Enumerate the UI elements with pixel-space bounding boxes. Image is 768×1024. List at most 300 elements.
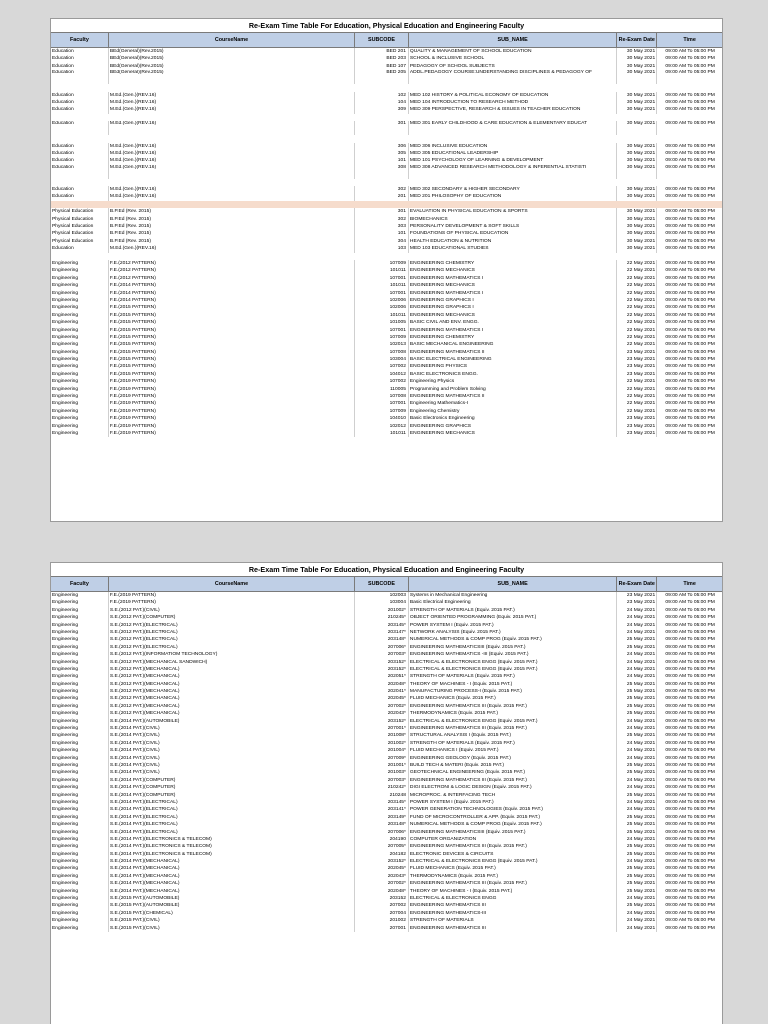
- cell-subname: ENGINEERING GRAPHICS: [409, 423, 617, 430]
- cell-subname: MED 305 EDUCATIONAL LEADERSHIP: [409, 150, 617, 157]
- cell-faculty: Engineering: [51, 917, 109, 924]
- cell-time: 09:00 AM To 05:00 PM: [665, 164, 715, 170]
- cell-subname: ELECTRICAL & ELECTRONICS ENGG: [409, 895, 617, 902]
- cell-date: 22 May 2021: [617, 378, 657, 385]
- cell-subname: ENGINEERING CHEMISTRY: [409, 334, 617, 341]
- table-body: [51, 48, 722, 437]
- cell-subcode: 202048*: [355, 888, 409, 895]
- cell-time: 09:00 AM To 05:00 PM: [665, 268, 715, 274]
- cell-subname: NUMERICAL METHODS & COMP PROG (Equiv. 2015 PAT.): [409, 821, 617, 828]
- cell-faculty: Physical Education: [51, 238, 109, 245]
- cell-date: 24 May 2021: [617, 673, 657, 680]
- cell-time: 09:00 AM To 05:00 PM: [665, 918, 715, 924]
- cell-time: 09:00 AM To 05:00 PM: [665, 70, 715, 76]
- cell-course: S.E.(2014 PAT.)(ELECTRONICS & TELECOM): [109, 843, 355, 850]
- table-row: [51, 260, 722, 267]
- cell-date: 24 May 2021: [617, 629, 657, 636]
- cell-time: 09:00 AM To 05:00 PM: [665, 873, 715, 879]
- cell-date: 24 May 2021: [617, 651, 657, 658]
- cell-faculty: Engineering: [51, 371, 109, 378]
- cell-date: 23 May 2021: [617, 349, 657, 356]
- table-row: [51, 681, 722, 688]
- cell-faculty: Engineering: [51, 423, 109, 430]
- cell-subname: ENGINEERING CHEMISTRY: [409, 260, 617, 267]
- cell-date: 22 May 2021: [617, 319, 657, 326]
- cell-faculty: Physical Education: [51, 223, 109, 230]
- cell-faculty: Engineering: [51, 910, 109, 917]
- table-row: [51, 821, 722, 828]
- cell-time: 09:00 AM To 05:00 PM: [665, 711, 715, 717]
- cell-faculty: Engineering: [51, 622, 109, 629]
- cell-date: 22 May 2021: [617, 393, 657, 400]
- cell-date: 22 May 2021: [617, 304, 657, 311]
- cell-subname: ENGINEERING MATHEMATICS III (Equiv. 2015 PAT.): [409, 843, 617, 850]
- cell-faculty: Engineering: [51, 267, 109, 274]
- cell-time: 09:00 AM To 05:00 PM: [665, 799, 715, 805]
- cell-date: 30 May 2021: [617, 165, 657, 179]
- cell-time: 09:00 AM To 05:00 PM: [665, 99, 715, 105]
- cell-subcode: 201008*: [355, 732, 409, 739]
- cell-subcode: 201003*: [355, 769, 409, 776]
- cell-faculty: Engineering: [51, 673, 109, 680]
- timetable-page-2: [50, 562, 723, 1024]
- cell-subcode: 203152*: [355, 718, 409, 725]
- cell-subcode: 101011: [355, 312, 409, 319]
- spacer-row: [51, 135, 722, 142]
- table-row: [51, 851, 722, 858]
- cell-time: 09:00 AM To 05:00 PM: [665, 371, 715, 377]
- cell-course: M.Ed.(Gen.)(REV.16): [109, 121, 355, 135]
- cell-subcode: 305: [355, 150, 409, 157]
- cell-course: M.Ed.(Gen.)(REV.16): [109, 99, 355, 106]
- cell-date: 24 May 2021: [617, 718, 657, 725]
- table-body: [51, 592, 722, 932]
- cell-time: 09:00 AM To 05:00 PM: [665, 216, 715, 222]
- cell-course: F.E.(2019 PATTERN): [109, 423, 355, 430]
- cell-subname: BUILD TECH & MATERI (Equiv. 2015 PAT.): [409, 762, 617, 769]
- cell-date: 30 May 2021: [617, 143, 657, 150]
- table-row: [51, 150, 722, 157]
- cell-time: 09:00 AM To 05:00 PM: [665, 659, 715, 665]
- cell-faculty: Engineering: [51, 902, 109, 909]
- cell-course: BEd(General)(Rev.2015): [109, 70, 355, 84]
- cell-subname: PEDAGOGY OF SCHOOL SUBJECTS: [409, 63, 617, 70]
- cell-date: 23 May 2021: [617, 363, 657, 370]
- cell-subname: HEALTH EDUCATION & NUTRITION: [409, 238, 617, 245]
- table-row: [51, 92, 722, 99]
- cell-time: 09:00 AM To 05:00 PM: [665, 718, 715, 724]
- table-row: [51, 408, 722, 415]
- cell-date: 25 May 2021: [617, 762, 657, 769]
- cell-faculty: Engineering: [51, 829, 109, 836]
- cell-course: F.E.(2015 PATTERN): [109, 304, 355, 311]
- cell-subname: GEOTECHNICAL ENGINEERING (Equiv. 2015 PAT.): [409, 769, 617, 776]
- cell-faculty: Engineering: [51, 925, 109, 932]
- cell-course: M.Ed.(Gen.)(REV.16): [109, 92, 355, 99]
- cell-faculty: Engineering: [51, 895, 109, 902]
- cell-time: 09:00 AM To 05:00 PM: [665, 733, 715, 739]
- cell-subcode: 210248: [355, 792, 409, 799]
- cell-subname: ENGINEERING MATHEMATICS II: [409, 393, 617, 400]
- cell-subcode: 104012: [355, 371, 409, 378]
- cell-faculty: Education: [51, 48, 109, 55]
- cell-subcode: 203152*: [355, 666, 409, 673]
- table-row: [51, 865, 722, 872]
- table-row: [51, 106, 722, 113]
- table-row: [51, 430, 722, 437]
- cell-date: 30 May 2021: [617, 99, 657, 106]
- cell-subname: ADDL.PEDAGOGY COURSE:UNDERSTANDING DISCIPLINES & PEDAGOGY OF: [409, 70, 617, 84]
- header-time: Time: [683, 581, 696, 587]
- cell-course: S.E.(2014 PAT.)(CIVIL): [109, 769, 355, 776]
- cell-faculty: Engineering: [51, 821, 109, 828]
- cell-course: M.Ed.(Gen.)(REV.16): [109, 157, 355, 164]
- cell-faculty: Education: [51, 106, 109, 113]
- cell-faculty: Engineering: [51, 341, 109, 348]
- cell-time: 09:00 AM To 05:00 PM: [665, 187, 715, 193]
- cell-course: M.Ed.(Gen.)(REV.16): [109, 165, 355, 179]
- cell-time: 09:00 AM To 05:00 PM: [665, 829, 715, 835]
- cell-subname: FLUID MECHANICS (Equiv. 2015 PAT.): [409, 865, 617, 872]
- header-subname: SUB_NAME: [409, 577, 617, 591]
- cell-faculty: Engineering: [51, 762, 109, 769]
- table-row: [51, 644, 722, 651]
- cell-time: 09:00 AM To 05:00 PM: [665, 755, 715, 761]
- cell-course: M.Ed.(Gen.)(REV.16): [109, 143, 355, 150]
- cell-faculty: Engineering: [51, 592, 109, 599]
- cell-time: 09:00 AM To 05:00 PM: [665, 762, 715, 768]
- cell-time: 09:00 AM To 05:00 PM: [665, 726, 715, 732]
- cell-time: 09:00 AM To 05:00 PM: [665, 394, 715, 400]
- table-row: [51, 312, 722, 319]
- page-title: Re-Exam Time Table For Education, Physical Education and Engineering Faculty: [51, 563, 722, 577]
- cell-subcode: 207003*: [355, 777, 409, 784]
- header-date: Re-Exam Date: [617, 577, 657, 591]
- cell-course: F.E.(2015 PATTERN): [109, 371, 355, 378]
- cell-date: 25 May 2021: [617, 873, 657, 880]
- cell-subname: ENGINEERING MATHEMATICS I: [409, 275, 617, 282]
- cell-subname: ENGINEERING MATHEMATICS III: [409, 902, 617, 909]
- table-row: [51, 688, 722, 695]
- cell-faculty: Engineering: [51, 740, 109, 747]
- cell-faculty: Engineering: [51, 282, 109, 289]
- cell-subname: THERMODYNAMICS (Equiv. 2015 PAT.): [409, 710, 617, 717]
- cell-course: F.E.(2019 PATTERN): [109, 592, 355, 599]
- cell-time: 09:00 AM To 05:00 PM: [665, 903, 715, 909]
- cell-subname: Basic Electronics Engineering: [409, 415, 617, 422]
- cell-faculty: Education: [51, 165, 109, 179]
- table-row: [51, 216, 722, 223]
- cell-subname: MED 201 PHILOSOPHY OF EDUCATION: [409, 193, 617, 200]
- table-row: [51, 70, 722, 84]
- cell-faculty: Physical Education: [51, 230, 109, 237]
- cell-subname: STRENGTH OF MATERIALS (Equiv. 2015 PAT.): [409, 673, 617, 680]
- cell-course: F.E.(2019 PATTERN): [109, 378, 355, 385]
- cell-subname: Basic Electrical Engineering: [409, 599, 617, 606]
- cell-time: 09:00 AM To 05:00 PM: [665, 748, 715, 754]
- cell-faculty: Education: [51, 63, 109, 70]
- cell-subname: MED 102 HISTORY & POLITICAL ECONOMY OF EDUCATION: [409, 92, 617, 99]
- table-row: [51, 666, 722, 673]
- cell-time: 09:00 AM To 05:00 PM: [665, 312, 715, 318]
- cell-subcode: 201004*: [355, 747, 409, 754]
- table-row: [51, 208, 722, 215]
- cell-faculty: Engineering: [51, 792, 109, 799]
- cell-time: 09:00 AM To 05:00 PM: [665, 209, 715, 215]
- cell-subname: MED 309 PERSPECTIVE, RESEARCH & ISSUES IN TEACHER EDUCATION: [409, 106, 617, 113]
- cell-subname: FLUID MECHANICS I (Equiv. 2015 PAT.): [409, 747, 617, 754]
- cell-subcode: BED 203: [355, 55, 409, 62]
- cell-subcode: 207003*: [355, 651, 409, 658]
- cell-subname: Programming and Problem Solving: [409, 386, 617, 393]
- cell-faculty: Education: [51, 92, 109, 99]
- cell-date: 24 May 2021: [617, 725, 657, 732]
- cell-faculty: Education: [51, 186, 109, 193]
- cell-date: 25 May 2021: [617, 792, 657, 799]
- table-row: [51, 659, 722, 666]
- cell-subcode: 102: [355, 92, 409, 99]
- cell-date: 22 May 2021: [617, 327, 657, 334]
- cell-subcode: 202051*: [355, 673, 409, 680]
- cell-course: S.E.(2012 PAT.)(COMPUTER): [109, 614, 355, 621]
- cell-faculty: Engineering: [51, 275, 109, 282]
- cell-time: 09:00 AM To 05:00 PM: [665, 231, 715, 237]
- cell-subname: ENGINEERING MATHEMATICS-III: [409, 910, 617, 917]
- cell-subcode: 207002*: [355, 880, 409, 887]
- table-row: [51, 143, 722, 150]
- cell-time: 09:00 AM To 05:00 PM: [665, 327, 715, 333]
- cell-subcode: 210245*: [355, 614, 409, 621]
- table-row: [51, 917, 722, 924]
- table-row: [51, 400, 722, 407]
- cell-date: 30 May 2021: [617, 106, 657, 113]
- cell-date: 24 May 2021: [617, 917, 657, 924]
- spacer-row: [51, 114, 722, 121]
- cell-course: BEd(General)(Rev.2015): [109, 63, 355, 70]
- table-row: [51, 63, 722, 70]
- cell-course: M.Ed.(Gen.)(REV.16): [109, 245, 355, 252]
- cell-date: 24 May 2021: [617, 659, 657, 666]
- cell-subname: ENGINEERING MATHEMATICS III (Equiv. 2015 PAT.): [409, 725, 617, 732]
- cell-subcode: BED 201: [355, 48, 409, 55]
- cell-date: 25 May 2021: [617, 732, 657, 739]
- cell-date: 25 May 2021: [617, 888, 657, 895]
- cell-subname: THEORY OF MACHINES - I (Equiv. 2015 PAT.): [409, 681, 617, 688]
- cell-course: S.E.(2012 PAT.)(MECHANICAL): [109, 710, 355, 717]
- cell-course: S.E.(2012 PAT.)(MECHANICAL): [109, 681, 355, 688]
- cell-subname: Systems in Mechanical Engineering: [409, 592, 617, 599]
- cell-subcode: 102006: [355, 297, 409, 304]
- cell-time: 09:00 AM To 05:00 PM: [665, 888, 715, 894]
- cell-course: S.E.(2014 PAT.)(CIVIL): [109, 755, 355, 762]
- cell-faculty: Engineering: [51, 356, 109, 363]
- cell-time: 09:00 AM To 05:00 PM: [665, 910, 715, 916]
- cell-subcode: 202043*: [355, 873, 409, 880]
- cell-subcode: 202048*: [355, 681, 409, 688]
- cell-time: 09:00 AM To 05:00 PM: [665, 859, 715, 865]
- cell-time: 09:00 AM To 05:00 PM: [665, 423, 715, 429]
- cell-faculty: Engineering: [51, 304, 109, 311]
- table-row: [51, 888, 722, 895]
- cell-subcode: 107001: [355, 400, 409, 407]
- cell-subname: MED 103 EDUCATIONAL STUDIES: [409, 245, 617, 252]
- cell-date: 24 May 2021: [617, 607, 657, 614]
- cell-course: S.E.(2012 PAT.)(MECHANICAL): [109, 703, 355, 710]
- cell-subname: MED 101 PSYCHOLOGY OF LEARNING & DEVELOPMENT: [409, 157, 617, 164]
- table-row: [51, 607, 722, 614]
- cell-date: 25 May 2021: [617, 814, 657, 821]
- table-row: [51, 732, 722, 739]
- cell-date: 22 May 2021: [617, 334, 657, 341]
- table-row: [51, 740, 722, 747]
- cell-subname: BIOMECHANICS: [409, 216, 617, 223]
- cell-subname: BASIC ELECTRONICS ENGG.: [409, 371, 617, 378]
- cell-time: 09:00 AM To 05:00 PM: [665, 637, 715, 643]
- cell-time: 09:00 AM To 05:00 PM: [665, 622, 715, 628]
- cell-faculty: Engineering: [51, 851, 109, 858]
- cell-faculty: Physical Education: [51, 216, 109, 223]
- cell-subcode: 110005: [355, 386, 409, 393]
- cell-date: 30 May 2021: [617, 55, 657, 62]
- cell-course: S.E.(2012 PAT.)(MECHANICAL): [109, 695, 355, 702]
- cell-time: 09:00 AM To 05:00 PM: [665, 674, 715, 680]
- cell-course: S.E.(2014 PAT.)(ELECTRICAL): [109, 806, 355, 813]
- cell-date: 22 May 2021: [617, 400, 657, 407]
- spacer-row: [51, 253, 722, 260]
- cell-course: B.P.Ed (Rev. 2015): [109, 230, 355, 237]
- cell-subname: ENGINEERING GRAPHICS I: [409, 304, 617, 311]
- cell-time: 09:00 AM To 05:00 PM: [665, 194, 715, 200]
- cell-course: S.E.(2014 PAT.)(MECHANICAL): [109, 880, 355, 887]
- table-header: [51, 577, 722, 592]
- cell-course: S.E.(2014 PAT.)(ELECTRICAL): [109, 814, 355, 821]
- cell-faculty: Engineering: [51, 297, 109, 304]
- table-row: [51, 777, 722, 784]
- cell-subcode: 101011: [355, 267, 409, 274]
- cell-subcode: 308: [355, 165, 409, 179]
- cell-course: S.E.(2014 PAT.)(MECHANICAL): [109, 873, 355, 880]
- cell-course: S.E.(2012 PAT.)(MECHANICAL SANDWICH): [109, 659, 355, 666]
- cell-course: B.P.Ed (Rev. 2015): [109, 216, 355, 223]
- cell-subcode: 207009*: [355, 755, 409, 762]
- cell-course: S.E.(2015 PAT.)(CIVIL): [109, 925, 355, 932]
- cell-time: 09:00 AM To 05:00 PM: [665, 275, 715, 281]
- cell-course: S.E.(2014 PAT.)(ELECTRONICS & TELECOM): [109, 851, 355, 858]
- cell-time: 09:00 AM To 05:00 PM: [665, 703, 715, 709]
- cell-subname: OBJECT ORIENTED PROGRAMMING (Equiv. 2015 PAT.): [409, 614, 617, 621]
- cell-subname: ENGINEERING MATHEMATICS II: [409, 349, 617, 356]
- table-row: [51, 806, 722, 813]
- cell-subcode: 102013: [355, 341, 409, 348]
- cell-date: 24 May 2021: [617, 806, 657, 813]
- cell-time: 09:00 AM To 05:00 PM: [665, 401, 715, 407]
- cell-subcode: 302: [355, 186, 409, 193]
- cell-time: 09:00 AM To 05:00 PM: [665, 866, 715, 872]
- cell-date: 30 May 2021: [617, 216, 657, 223]
- cell-faculty: Engineering: [51, 614, 109, 621]
- cell-course: S.E.(2014 PAT.)(ELECTRICAL): [109, 799, 355, 806]
- cell-faculty: Engineering: [51, 843, 109, 850]
- cell-time: 09:00 AM To 05:00 PM: [665, 652, 715, 658]
- cell-subcode: 304: [355, 238, 409, 245]
- cell-subcode: 107002: [355, 378, 409, 385]
- cell-faculty: Engineering: [51, 806, 109, 813]
- cell-subcode: 210242*: [355, 784, 409, 791]
- cell-time: 09:00 AM To 05:00 PM: [665, 777, 715, 783]
- cell-faculty: Engineering: [51, 327, 109, 334]
- cell-date: 22 May 2021: [617, 267, 657, 274]
- table-row: [51, 873, 722, 880]
- table-row: [51, 319, 722, 326]
- cell-subname: NUMERICAL METHODS & COMP PROG (Equiv. 2015 PAT.): [409, 636, 617, 643]
- cell-subcode: 301: [355, 208, 409, 215]
- cell-time: 09:00 AM To 05:00 PM: [665, 696, 715, 702]
- cell-subname: Engineering Mathematics-I: [409, 400, 617, 407]
- cell-time: 09:00 AM To 05:00 PM: [665, 681, 715, 687]
- cell-date: 30 May 2021: [617, 63, 657, 70]
- cell-subname: STRUCTURAL ANALYSIS I (Equiv. 2015 PAT.): [409, 732, 617, 739]
- cell-faculty: Engineering: [51, 363, 109, 370]
- cell-faculty: Engineering: [51, 880, 109, 887]
- cell-subname: ENGINEERING MATHEMATICS -III (Equiv. 2015 PAT.): [409, 651, 617, 658]
- table-row: [51, 651, 722, 658]
- cell-faculty: Education: [51, 245, 109, 252]
- cell-subcode: 203145*: [355, 799, 409, 806]
- cell-date: 30 May 2021: [617, 245, 657, 252]
- cell-course: B.P.Ed (Rev. 2015): [109, 238, 355, 245]
- table-row: [51, 334, 722, 341]
- table-row: [51, 629, 722, 636]
- cell-course: F.E.(2015 PATTERN): [109, 327, 355, 334]
- cell-subcode: 102012: [355, 423, 409, 430]
- cell-subcode: 202045*: [355, 865, 409, 872]
- table-row: [51, 55, 722, 62]
- table-row: [51, 423, 722, 430]
- cell-course: S.E.(2014 PAT.)(CIVIL): [109, 732, 355, 739]
- cell-subcode: 207006*: [355, 829, 409, 836]
- cell-time: 09:00 AM To 05:00 PM: [665, 792, 715, 798]
- cell-subname: MED 301 EARLY CHILDHOOD & CARE EDUCATION & ELEMENTARY EDUCAT: [409, 121, 617, 135]
- cell-date: 22 May 2021: [617, 386, 657, 393]
- cell-date: 24 May 2021: [617, 836, 657, 843]
- table-row: [51, 48, 722, 55]
- cell-subcode: 207002: [355, 902, 409, 909]
- cell-course: S.E.(2012 PAT.)(ELECTRICAL): [109, 636, 355, 643]
- cell-subcode: 103004: [355, 356, 409, 363]
- cell-course: F.E.(2015 PATTERN): [109, 341, 355, 348]
- cell-subcode: 203147*: [355, 629, 409, 636]
- cell-time: 09:00 AM To 05:00 PM: [665, 357, 715, 363]
- cell-time: 09:00 AM To 05:00 PM: [665, 770, 715, 776]
- cell-date: 24 May 2021: [617, 747, 657, 754]
- cell-subname: ENGINEERING GRAPHICS I: [409, 297, 617, 304]
- cell-faculty: Engineering: [51, 747, 109, 754]
- cell-subcode: 101011: [355, 430, 409, 437]
- table-row: [51, 725, 722, 732]
- cell-subcode: 302: [355, 216, 409, 223]
- cell-subcode: 107009: [355, 260, 409, 267]
- table-row: [51, 267, 722, 274]
- cell-faculty: Engineering: [51, 718, 109, 725]
- cell-course: S.E.(2014 PAT.)(COMPUTER): [109, 792, 355, 799]
- table-row: [51, 121, 722, 135]
- header-faculty: Faculty: [51, 33, 109, 47]
- cell-course: M.Ed.(Gen.)(REV.16): [109, 150, 355, 157]
- cell-date: 24 May 2021: [617, 799, 657, 806]
- cell-subcode: 101011: [355, 282, 409, 289]
- cell-date: 24 May 2021: [617, 925, 657, 932]
- table-row: [51, 910, 722, 917]
